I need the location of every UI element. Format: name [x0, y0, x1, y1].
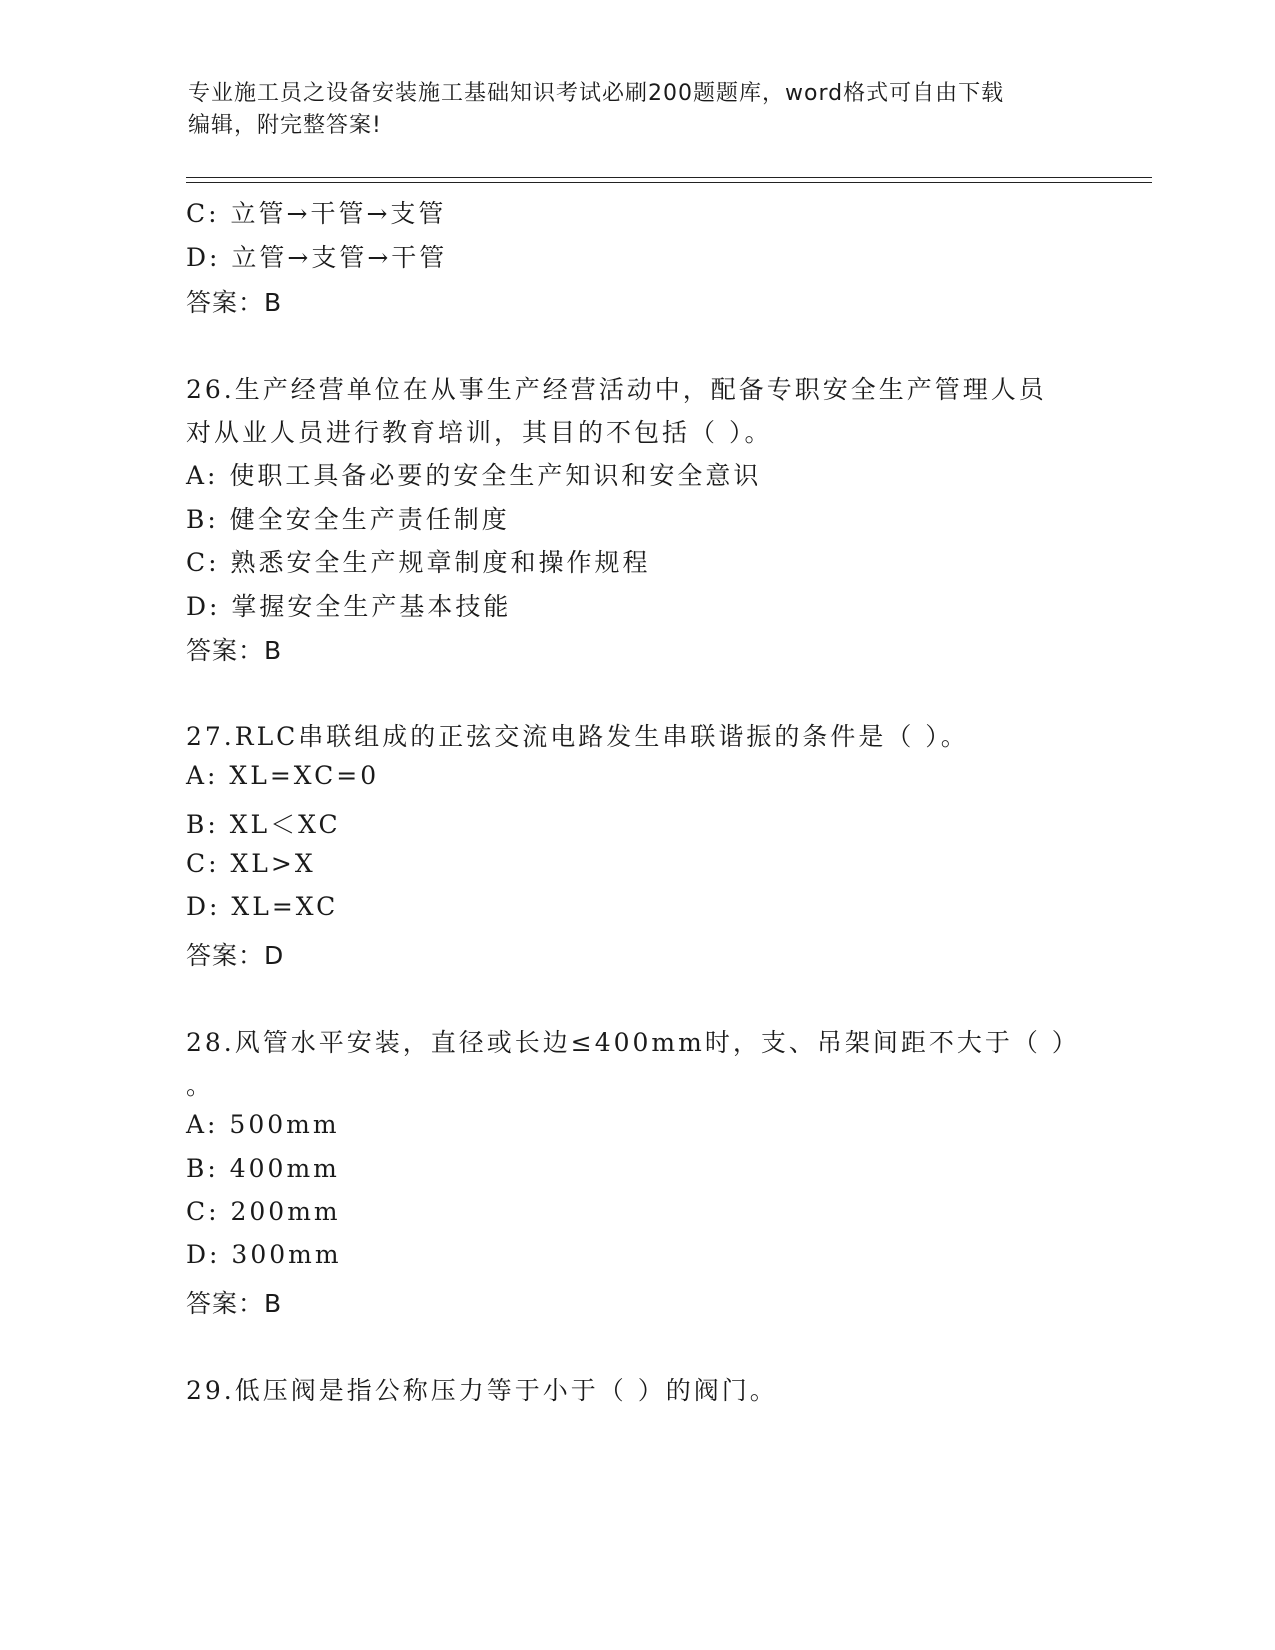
- q27-option-a: A: XL=XC=0: [186, 761, 380, 790]
- q28-option-a: A: 500mm: [186, 1110, 340, 1139]
- q26-question-line-2: 对从业人员进行教育培训，其目的不包括（ ）。: [186, 418, 773, 447]
- q28-option-d: D: 300mm: [186, 1240, 342, 1269]
- document-header-line-2: 编辑，附完整答案!: [188, 113, 382, 138]
- q27-question-line-1: 27.RLC串联组成的正弦交流电路发生串联谐振的条件是（ ）。: [186, 722, 969, 751]
- q26-option-a: A: 使职工具备必要的安全生产知识和安全意识: [186, 461, 762, 490]
- q26-question-line-1: 26.生产经营单位在从事生产经营活动中，配备专职安全生产管理人员: [186, 375, 1047, 404]
- q28-question-line-2: 。: [186, 1071, 215, 1100]
- q27-option-b: B: XL＜XC: [186, 810, 341, 839]
- q26-option-c: C: 熟悉安全生产规章制度和操作规程: [186, 548, 651, 577]
- q27-option-c: C: XL>X: [186, 849, 316, 878]
- q25-answer: 答案：B: [186, 288, 283, 317]
- header-rule-bottom: [186, 182, 1152, 183]
- q28-option-b: B: 400mm: [186, 1154, 340, 1183]
- q26-option-b: B: 健全安全生产责任制度: [186, 505, 510, 534]
- q25-option-d: D: 立管→支管→干管: [186, 243, 448, 272]
- header-rule-top: [186, 177, 1152, 178]
- q27-answer: 答案：D: [186, 941, 285, 970]
- q28-question-line-1: 28.风管水平安装，直径或长边≤400mm时，支、吊架间距不大于（ ）: [186, 1028, 1080, 1057]
- q27-option-d: D: XL=XC: [186, 892, 339, 921]
- q28-answer: 答案：B: [186, 1289, 283, 1318]
- q29-question-line-1: 29.低压阀是指公称压力等于小于（ ）的阀门。: [186, 1376, 778, 1405]
- q28-option-c: C: 200mm: [186, 1197, 341, 1226]
- q26-option-d: D: 掌握安全生产基本技能: [186, 592, 512, 621]
- q25-option-c: C: 立管→干管→支管: [186, 199, 447, 228]
- q26-answer: 答案：B: [186, 636, 283, 665]
- document-header-line-1: 专业施工员之设备安装施工基础知识考试必刷200题题库，word格式可自由下载: [188, 81, 1005, 106]
